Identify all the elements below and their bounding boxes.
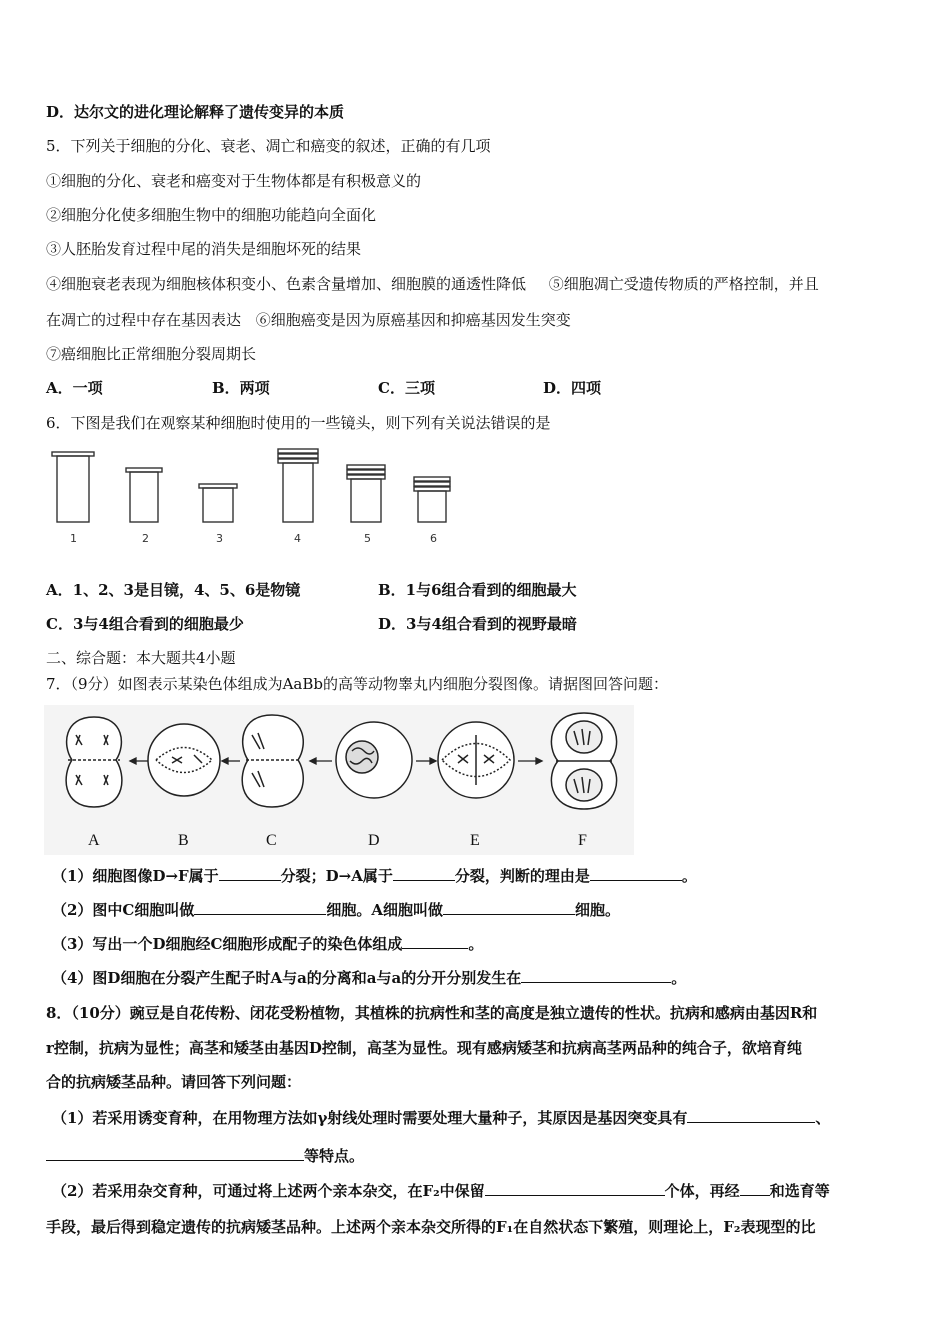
q7-p3-blank[interactable] [402, 934, 468, 949]
q7-p1-text-c: 分裂，判断的理由是 [454, 867, 590, 885]
cell-c-membrane [242, 715, 303, 807]
lens-label-1: 1 [70, 532, 77, 545]
q7-p2-text-a: （2）图中C细胞叫做 [52, 901, 195, 919]
lens-6-body [418, 491, 446, 522]
q7-part-1 [52, 866, 697, 886]
lens-4-ring-2 [278, 454, 318, 458]
q8-p2-text-c: 和选育等 [769, 1182, 830, 1200]
q5-statement-2: ②细胞分化使多细胞生物中的细胞功能趋向全面化 [46, 206, 377, 224]
q5-statement-3: ③人胚胎发育过程中尾的消失是细胞坏死的结果 [46, 240, 362, 258]
q7-p1-text-a: （1）细胞图像D→F属于 [52, 867, 219, 885]
lens-5-ring-1 [347, 465, 385, 469]
q4-option-d: D．达尔文的进化理论解释了遗传变异的本质 [46, 103, 345, 121]
q7-p1-blank-1[interactable] [219, 866, 281, 881]
q8-part-1 [52, 1108, 830, 1128]
lens-1-body [57, 456, 89, 522]
q8-p1-text-b: 、 [815, 1109, 831, 1127]
q7-p3-text-a: （3）写出一个D细胞经C细胞形成配子的染色体组成 [52, 935, 403, 953]
q5-statement-5-6 [46, 310, 571, 330]
lens-label-4: 4 [294, 532, 301, 545]
q8-stem-line-3: 合的抗病矮茎品种。请回答下列问题： [46, 1073, 302, 1091]
lens-4-body [283, 463, 313, 522]
q7-p4-text-a: （4）图D细胞在分裂产生配子时A与a的分离和a与a的分开分别发生在 [52, 969, 522, 987]
q7-p1-blank-3[interactable] [590, 866, 682, 881]
cell-f-nucleus-bottom [566, 769, 602, 801]
lens-5-body [351, 479, 381, 522]
figure-background [44, 705, 634, 855]
q7-p2-text-b: 细胞。A细胞叫做 [326, 901, 444, 919]
lens-4-ring-1 [278, 449, 318, 453]
q6-option-b: B．1与6组合看到的细胞最大 [378, 581, 577, 599]
q7-p4-blank[interactable] [521, 968, 671, 983]
q7-p2-blank-2[interactable] [443, 900, 575, 915]
q5-stem: 5．下列关于细胞的分化、衰老、凋亡和癌变的叙述，正确的有几项 [46, 137, 491, 155]
q7-p2-blank-1[interactable] [194, 900, 326, 915]
q5-statement-1: ①细胞的分化、衰老和癌变对于生物体都是有积极意义的 [46, 172, 422, 190]
q8-stem-line-2: r控制，抗病为显性；高茎和矮茎由基因D控制，高茎为显性。现有感病矮茎和抗病高茎两品种的纯合子，欲培育纯 [46, 1039, 802, 1057]
q5-statement-7: ⑦癌细胞比正常细胞分裂周期长 [46, 345, 257, 363]
q7-stem: 7．（9分）如图表示某染色体组成为AaBb的高等动物睾丸内细胞分裂图像。请据图回答问题： [46, 675, 668, 693]
q7-p1-text-b: 分裂；D→A属于 [280, 867, 393, 885]
q8-p1-text-a: （1）若采用诱变育种，在用物理方法如γ射线处理时需要处理大量种子，其原因是基因突变具有 [52, 1109, 688, 1127]
q7-p1-blank-2[interactable] [393, 866, 455, 881]
q8-part-2-cont: 手段，最后得到稳定遗传的抗病矮茎品种。上述两个亲本杂交所得的F₁在自然状态下繁殖，则理论上，F₂表现型的比 [46, 1218, 816, 1236]
q8-p1-blank-2[interactable] [46, 1146, 304, 1161]
lens-label-5: 5 [364, 532, 371, 545]
q5-statement-4-text: ④细胞衰老表现为细胞核体积变小、色素含量增加、细胞膜的通透性降低 [46, 275, 527, 293]
q8-part-1-cont [46, 1146, 364, 1166]
q6-option-d: D．3与4组合看到的视野最暗 [378, 615, 577, 633]
q5-option-b: B．两项 [212, 379, 270, 397]
cell-b-membrane [148, 724, 220, 796]
lens-5-ring-2 [347, 470, 385, 474]
lens-label-2: 2 [142, 532, 149, 545]
lens-6-ring-2 [414, 482, 450, 486]
cell-label-f: F [578, 832, 587, 849]
q7-p1-text-d: 。 [681, 867, 697, 885]
cell-label-b: B [178, 832, 189, 849]
cell-a-membrane [66, 717, 122, 807]
q5-option-c: C．三项 [378, 379, 435, 397]
q8-p2-text-a: （2）若采用杂交育种，可通过将上述两个亲本杂交，在F₂中保留 [52, 1182, 485, 1200]
cell-label-e: E [470, 832, 480, 849]
cell-label-d: D [368, 832, 380, 849]
q7-part-3 [52, 934, 483, 954]
cell-division-figure [44, 705, 634, 855]
q8-p1-blank-1[interactable] [687, 1108, 815, 1123]
section-2-heading: 二、综合题：本大题共4小题 [46, 649, 236, 667]
q5-statement-5-cont: 在凋亡的过程中存在基因表达 [46, 311, 242, 329]
q5-option-a: A．一项 [46, 379, 103, 397]
q5-statement-4 [46, 274, 819, 294]
q7-p2-text-c: 细胞。 [575, 901, 621, 919]
q7-part-4 [52, 968, 686, 988]
q7-p4-text-b: 。 [671, 969, 687, 987]
cell-label-a: A [88, 832, 100, 849]
q8-part-2 [52, 1181, 830, 1201]
q7-p3-text-b: 。 [468, 935, 484, 953]
lens-label-3: 3 [216, 532, 223, 545]
q8-p2-blank-2[interactable] [740, 1181, 770, 1196]
lens-label-6: 6 [430, 532, 437, 545]
lens-6-ring-1 [414, 477, 450, 481]
cell-d-nucleus [346, 741, 378, 773]
q6-option-a: A．1、2、3是目镜，4、5、6是物镜 [46, 581, 301, 599]
q5-statement-5-text: ⑤细胞凋亡受遗传物质的严格控制，并且 [548, 275, 819, 293]
cell-f-nucleus-top [566, 721, 602, 753]
lens-figure [44, 442, 464, 554]
q6-option-c: C．3与4组合看到的细胞最少 [46, 615, 244, 633]
cell-label-c: C [266, 832, 277, 849]
q8-p1-text-c: 等特点。 [304, 1147, 365, 1165]
q6-stem: 6．下图是我们在观察某种细胞时使用的一些镜头，则下列有关说法错误的是 [46, 414, 551, 432]
q7-part-2 [52, 900, 620, 920]
q8-p2-text-b: 个体，再经 [664, 1182, 740, 1200]
lens-3-body [203, 488, 233, 522]
lens-2-body [130, 472, 158, 522]
q8-stem-line-1: 8．（10分）豌豆是自花传粉、闭花受粉植物，其植株的抗病性和茎的高度是独立遗传的性状。抗病和感病由基因R和 [46, 1004, 818, 1022]
q5-statement-6: ⑥细胞癌变是因为原癌基因和抑癌基因发生突变 [255, 311, 571, 329]
q8-p2-blank-1[interactable] [485, 1181, 665, 1196]
q5-option-d: D．四项 [543, 379, 602, 397]
